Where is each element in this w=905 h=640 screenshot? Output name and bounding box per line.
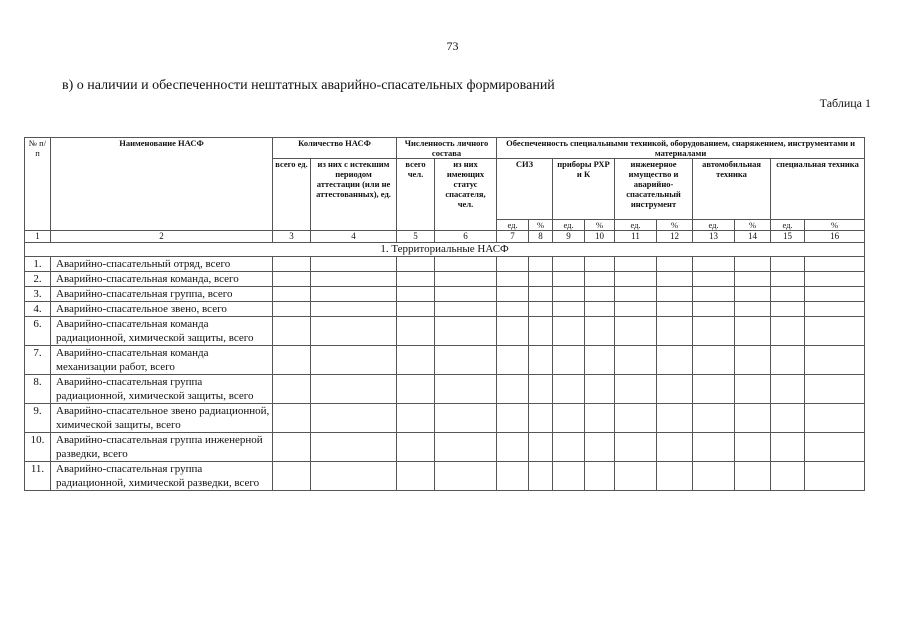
page-number: 73 <box>446 39 459 53</box>
empty-cell <box>397 375 435 404</box>
empty-cell <box>529 346 553 375</box>
empty-cell <box>273 272 311 287</box>
empty-cell <box>735 462 771 491</box>
table-row <box>25 302 865 317</box>
empty-cell <box>693 404 735 433</box>
empty-cell <box>273 346 311 375</box>
empty-cell <box>735 433 771 462</box>
empty-cell <box>311 375 397 404</box>
empty-cell <box>553 317 585 346</box>
column-number-row <box>25 231 865 243</box>
empty-cell <box>397 317 435 346</box>
row-name: Аварийно-спасательная группа радиационной, химической разведки, всего <box>51 462 273 491</box>
empty-cell <box>529 375 553 404</box>
empty-cell <box>397 404 435 433</box>
header-unit: ед. <box>615 220 657 231</box>
header-count-expired: из них с истекшим периодом аттестации (или не аттестованных), ед. <box>311 159 397 231</box>
empty-cell <box>553 375 585 404</box>
empty-cell <box>771 404 805 433</box>
empty-cell <box>615 302 657 317</box>
header-percent: % <box>657 220 693 231</box>
empty-cell <box>553 272 585 287</box>
empty-cell <box>771 433 805 462</box>
row-name: Аварийно-спасательная группа радиационной, химической защиты, всего <box>51 375 273 404</box>
empty-cell <box>805 404 865 433</box>
empty-cell <box>771 462 805 491</box>
empty-cell <box>735 287 771 302</box>
empty-cell <box>693 346 735 375</box>
empty-cell <box>553 302 585 317</box>
empty-cell <box>529 462 553 491</box>
empty-cell <box>497 404 529 433</box>
empty-cell <box>805 302 865 317</box>
header-personnel-status: из них имеющих статус спасателя, чел. <box>435 159 497 231</box>
empty-cell <box>497 317 529 346</box>
row-number: 4. <box>25 302 51 317</box>
header-unit: ед. <box>553 220 585 231</box>
header-count: Количество НАСФ <box>273 138 397 159</box>
empty-cell <box>771 272 805 287</box>
empty-cell <box>529 287 553 302</box>
empty-cell <box>615 272 657 287</box>
empty-cell <box>311 272 397 287</box>
row-number: 9. <box>25 404 51 433</box>
row-name: Аварийно-спасательная команда механизации работ, всего <box>51 346 273 375</box>
empty-cell <box>397 257 435 272</box>
column-number: 15 <box>771 231 805 243</box>
empty-cell <box>497 375 529 404</box>
empty-cell <box>585 317 615 346</box>
empty-cell <box>273 375 311 404</box>
empty-cell <box>273 302 311 317</box>
empty-cell <box>805 287 865 302</box>
row-name: Аварийно-спасательная группа инженерной разведки, всего <box>51 433 273 462</box>
empty-cell <box>311 404 397 433</box>
table-row <box>25 287 865 302</box>
row-number: 8. <box>25 375 51 404</box>
empty-cell <box>553 462 585 491</box>
empty-cell <box>771 302 805 317</box>
empty-cell <box>311 433 397 462</box>
empty-cell <box>735 404 771 433</box>
empty-cell <box>553 257 585 272</box>
empty-cell <box>615 257 657 272</box>
empty-cell <box>273 287 311 302</box>
empty-cell <box>615 346 657 375</box>
empty-cell <box>529 404 553 433</box>
empty-cell <box>273 404 311 433</box>
empty-cell <box>273 317 311 346</box>
empty-cell <box>553 404 585 433</box>
column-number: 8 <box>529 231 553 243</box>
header-percent: % <box>529 220 553 231</box>
empty-cell <box>805 272 865 287</box>
table-row <box>25 257 865 272</box>
empty-cell <box>397 433 435 462</box>
empty-cell <box>693 462 735 491</box>
section-title: 1. Территориальные НАСФ <box>25 243 865 257</box>
header-unit: ед. <box>497 220 529 231</box>
empty-cell <box>273 462 311 491</box>
header-percent: % <box>585 220 615 231</box>
empty-cell <box>435 317 497 346</box>
empty-cell <box>435 272 497 287</box>
row-name: Аварийно-спасательная команда, всего <box>51 272 273 287</box>
row-name: Аварийно-спасательное звено радиационной, химической защиты, всего <box>51 404 273 433</box>
empty-cell <box>657 346 693 375</box>
empty-cell <box>735 302 771 317</box>
empty-cell <box>397 272 435 287</box>
empty-cell <box>771 257 805 272</box>
column-number: 10 <box>585 231 615 243</box>
empty-cell <box>435 302 497 317</box>
empty-cell <box>311 257 397 272</box>
empty-cell <box>529 257 553 272</box>
empty-cell <box>805 346 865 375</box>
column-number: 16 <box>805 231 865 243</box>
column-number: 2 <box>51 231 273 243</box>
empty-cell <box>397 287 435 302</box>
empty-cell <box>311 317 397 346</box>
table-row <box>25 404 865 433</box>
empty-cell <box>529 302 553 317</box>
empty-cell <box>805 375 865 404</box>
row-name: Аварийно-спасательное звено, всего <box>51 302 273 317</box>
row-number: 10. <box>25 433 51 462</box>
empty-cell <box>771 375 805 404</box>
row-number: 1. <box>25 257 51 272</box>
empty-cell <box>657 302 693 317</box>
header-percent: % <box>735 220 771 231</box>
header-devices: приборы РХР и К <box>553 159 615 220</box>
empty-cell <box>771 287 805 302</box>
empty-cell <box>273 433 311 462</box>
header-auto: автомобильная техника <box>693 159 771 220</box>
column-number: 6 <box>435 231 497 243</box>
header-unit: ед. <box>771 220 805 231</box>
empty-cell <box>693 287 735 302</box>
empty-cell <box>735 346 771 375</box>
empty-cell <box>311 346 397 375</box>
empty-cell <box>657 404 693 433</box>
empty-cell <box>497 462 529 491</box>
empty-cell <box>311 287 397 302</box>
empty-cell <box>693 317 735 346</box>
table-label: Таблица 1 <box>819 96 871 110</box>
empty-cell <box>497 433 529 462</box>
header-engineering: инженерное имущество и аварийно-спасательный инструмент <box>615 159 693 220</box>
empty-cell <box>497 346 529 375</box>
nasf-table <box>24 137 865 491</box>
empty-cell <box>615 404 657 433</box>
empty-cell <box>311 462 397 491</box>
section-row <box>25 243 865 257</box>
row-number: 6. <box>25 317 51 346</box>
empty-cell <box>497 272 529 287</box>
column-number: 11 <box>615 231 657 243</box>
empty-cell <box>693 433 735 462</box>
column-number: 4 <box>311 231 397 243</box>
column-number: 3 <box>273 231 311 243</box>
empty-cell <box>735 375 771 404</box>
empty-cell <box>735 317 771 346</box>
empty-cell <box>397 302 435 317</box>
row-number: 3. <box>25 287 51 302</box>
empty-cell <box>435 462 497 491</box>
column-number: 13 <box>693 231 735 243</box>
empty-cell <box>585 287 615 302</box>
empty-cell <box>397 462 435 491</box>
header-provision: Обеспеченность специальными техникой, оборудованием, снаряжением, инструментами и материалами <box>497 138 865 159</box>
row-name: Аварийно-спасательная команда радиационной, химической защиты, всего <box>51 317 273 346</box>
page-heading: в) о наличии и обеспеченности нештатных аварийно-спасательных формирований <box>62 78 555 93</box>
header-personnel: Численность личного состава <box>397 138 497 159</box>
empty-cell <box>615 317 657 346</box>
empty-cell <box>805 317 865 346</box>
header-name: Наименование НАСФ <box>51 138 273 231</box>
empty-cell <box>529 317 553 346</box>
table-row <box>25 462 865 491</box>
header-special: специальная техника <box>771 159 865 220</box>
empty-cell <box>529 272 553 287</box>
empty-cell <box>553 346 585 375</box>
row-number: 2. <box>25 272 51 287</box>
empty-cell <box>397 346 435 375</box>
empty-cell <box>771 317 805 346</box>
empty-cell <box>497 287 529 302</box>
empty-cell <box>529 433 553 462</box>
empty-cell <box>553 433 585 462</box>
table-row <box>25 317 865 346</box>
empty-cell <box>693 375 735 404</box>
empty-cell <box>657 462 693 491</box>
table-row <box>25 433 865 462</box>
empty-cell <box>311 302 397 317</box>
empty-cell <box>805 257 865 272</box>
empty-cell <box>657 272 693 287</box>
empty-cell <box>585 433 615 462</box>
header-personnel-total: всего чел. <box>397 159 435 231</box>
table-row <box>25 346 865 375</box>
empty-cell <box>585 404 615 433</box>
empty-cell <box>657 375 693 404</box>
row-name: Аварийно-спасательная группа, всего <box>51 287 273 302</box>
empty-cell <box>585 257 615 272</box>
column-number: 14 <box>735 231 771 243</box>
empty-cell <box>435 375 497 404</box>
table-row <box>25 375 865 404</box>
column-number: 9 <box>553 231 585 243</box>
empty-cell <box>805 462 865 491</box>
empty-cell <box>435 257 497 272</box>
empty-cell <box>435 404 497 433</box>
empty-cell <box>585 272 615 287</box>
header-num: № п/п <box>25 138 51 231</box>
empty-cell <box>553 287 585 302</box>
empty-cell <box>805 433 865 462</box>
header-count-total: всего ед. <box>273 159 311 231</box>
empty-cell <box>693 272 735 287</box>
empty-cell <box>497 302 529 317</box>
header-unit: ед. <box>693 220 735 231</box>
column-number: 5 <box>397 231 435 243</box>
empty-cell <box>435 346 497 375</box>
table-row <box>25 272 865 287</box>
empty-cell <box>735 272 771 287</box>
row-number: 11. <box>25 462 51 491</box>
empty-cell <box>657 287 693 302</box>
empty-cell <box>735 257 771 272</box>
empty-cell <box>435 287 497 302</box>
empty-cell <box>657 317 693 346</box>
empty-cell <box>771 346 805 375</box>
empty-cell <box>615 287 657 302</box>
empty-cell <box>615 433 657 462</box>
empty-cell <box>615 375 657 404</box>
row-number: 7. <box>25 346 51 375</box>
empty-cell <box>615 462 657 491</box>
empty-cell <box>273 257 311 272</box>
column-number: 7 <box>497 231 529 243</box>
empty-cell <box>435 433 497 462</box>
column-number: 1 <box>25 231 51 243</box>
empty-cell <box>585 462 615 491</box>
empty-cell <box>693 257 735 272</box>
row-name: Аварийно-спасательный отряд, всего <box>51 257 273 272</box>
header-siz: СИЗ <box>497 159 553 220</box>
empty-cell <box>585 302 615 317</box>
empty-cell <box>585 375 615 404</box>
header-percent: % <box>805 220 865 231</box>
empty-cell <box>497 257 529 272</box>
empty-cell <box>657 257 693 272</box>
empty-cell <box>657 433 693 462</box>
column-number: 12 <box>657 231 693 243</box>
empty-cell <box>693 302 735 317</box>
empty-cell <box>585 346 615 375</box>
